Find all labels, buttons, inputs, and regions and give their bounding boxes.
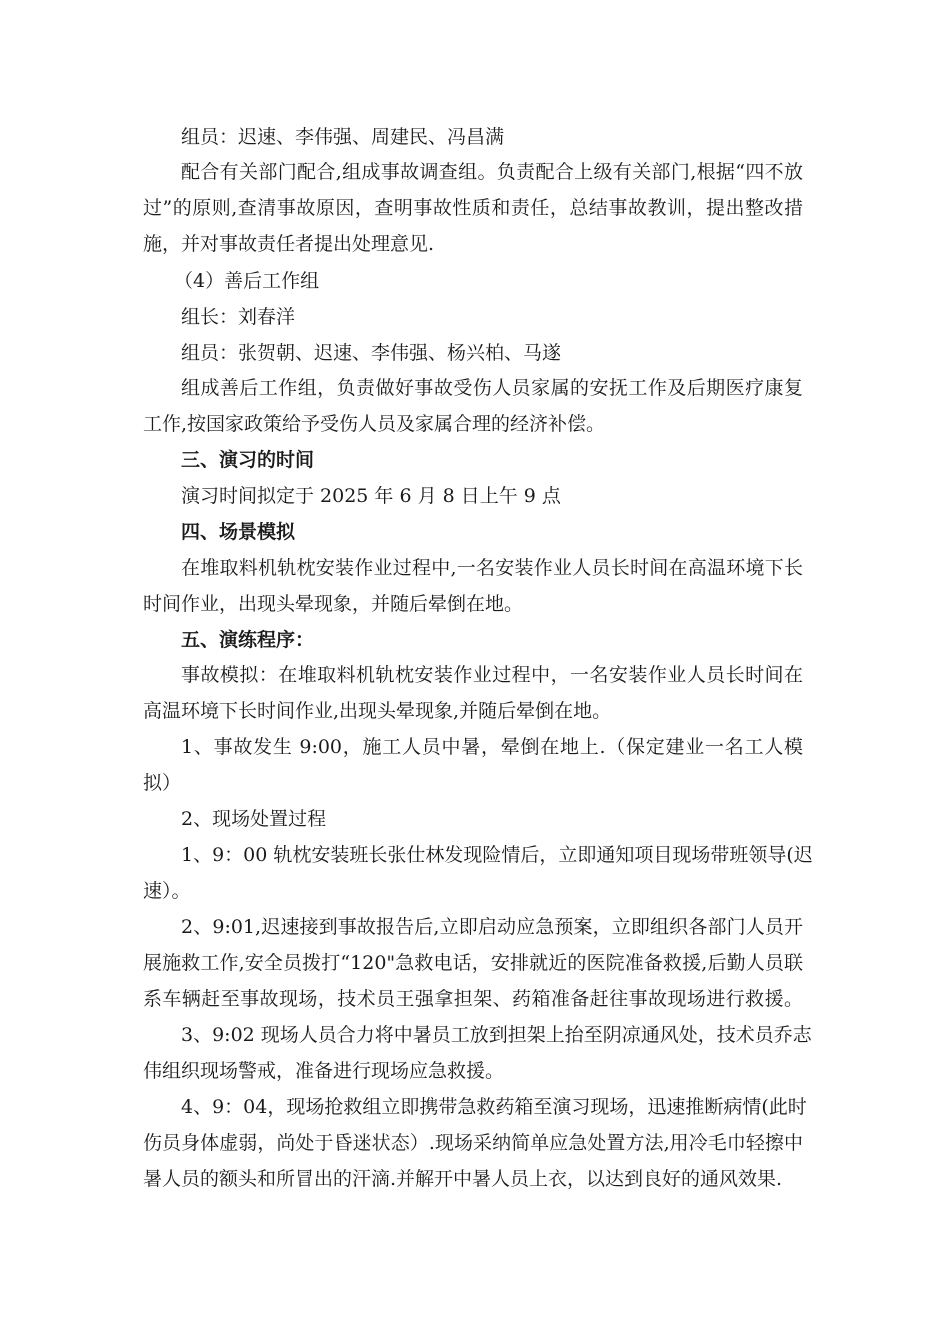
text-line: 事故模拟：在堆取料机轨枕安装作业过程中，一名安装作业人员长时间在 [181,664,803,686]
text-line: 组成善后工作组，负责做好事故受伤人员家属的安抚工作及后期医疗康复 [181,377,803,399]
subsection-heading: （4）善后工作组 [174,270,320,292]
text-line: 暑人员的额头和所冒出的汗滴.并解开中暑人员上衣，以达到良好的通风效果. [143,1168,783,1190]
text-line: 系车辆赶至事故现场，技术员王强拿担架、药箱准备赶往事故现场进行救援。 [143,988,803,1010]
text-line: 伟组织现场警戒，准备进行现场应急救援。 [143,1060,505,1082]
text-line: 组员：张贺朝、迟速、李伟强、杨兴柏、马遂 [181,342,562,364]
text-line: 2、现场处置过程 [181,808,327,830]
text-line: 工作,按国家政策给予受伤人员及家属合理的经济补偿。 [143,413,606,435]
text-line: 施，并对事故责任者提出处理意见. [143,233,435,255]
text-line: 组长：刘春洋 [181,306,296,328]
text-line: 1、事故发生 9:00，施工人员中暑，晕倒在地上.（保定建业一名工人模 [181,736,803,758]
text-line: 伤员身体虚弱，尚处于昏迷状态）.现场采纳简单应急处置方法,用冷毛巾轻擦中 [143,1132,803,1154]
text-line: 配合有关部门配合,组成事故调查组。负责配合上级有关部门,根据“四不放 [181,161,803,183]
text-line: 拟） [143,772,182,794]
text-line: 演习时间拟定于 2025 年 6 月 8 日上午 9 点 [181,485,561,507]
text-line: 过”的原则,查清事故原因，查明事故性质和责任，总结事故教训，提出整改措 [143,197,803,219]
text-line: 组员：迟速、李伟强、周建民、冯昌满 [181,126,505,148]
text-line: 3、9:02 现场人员合力将中暑员工放到担架上抬至阴凉通风处，技术员乔志 [181,1024,812,1046]
text-line: 4、9：04，现场抢救组立即携带急救药箱至演习现场，迅速推断病情(此时 [181,1096,807,1118]
text-line: 高温环境下长时间作业,出现头晕现象,并随后晕倒在地。 [143,700,612,722]
text-line: 展施救工作,安全员拨打“120"急救电话，安排就近的医院准备救援,后勤人员联 [143,952,803,974]
section-heading: 四、场景模拟 [181,521,296,543]
text-line: 1、9：00 轨枕安装班长张仕林发现险情后，立即通知项目现场带班领导(迟 [181,844,813,866]
text-line: 时间作业，出现头晕现象，并随后晕倒在地。 [143,593,524,615]
text-line: 2、9:01,迟速接到事故报告后,立即启动应急预案，立即组织各部门人员开 [181,916,803,938]
text-line: 在堆取料机轨枕安装作业过程中,一名安装作业人员长时间在高温环境下长 [181,557,803,579]
section-heading: 三、演习的时间 [181,449,315,471]
text-line: 速）。 [143,880,191,902]
section-heading: 五、演练程序： [181,629,315,651]
